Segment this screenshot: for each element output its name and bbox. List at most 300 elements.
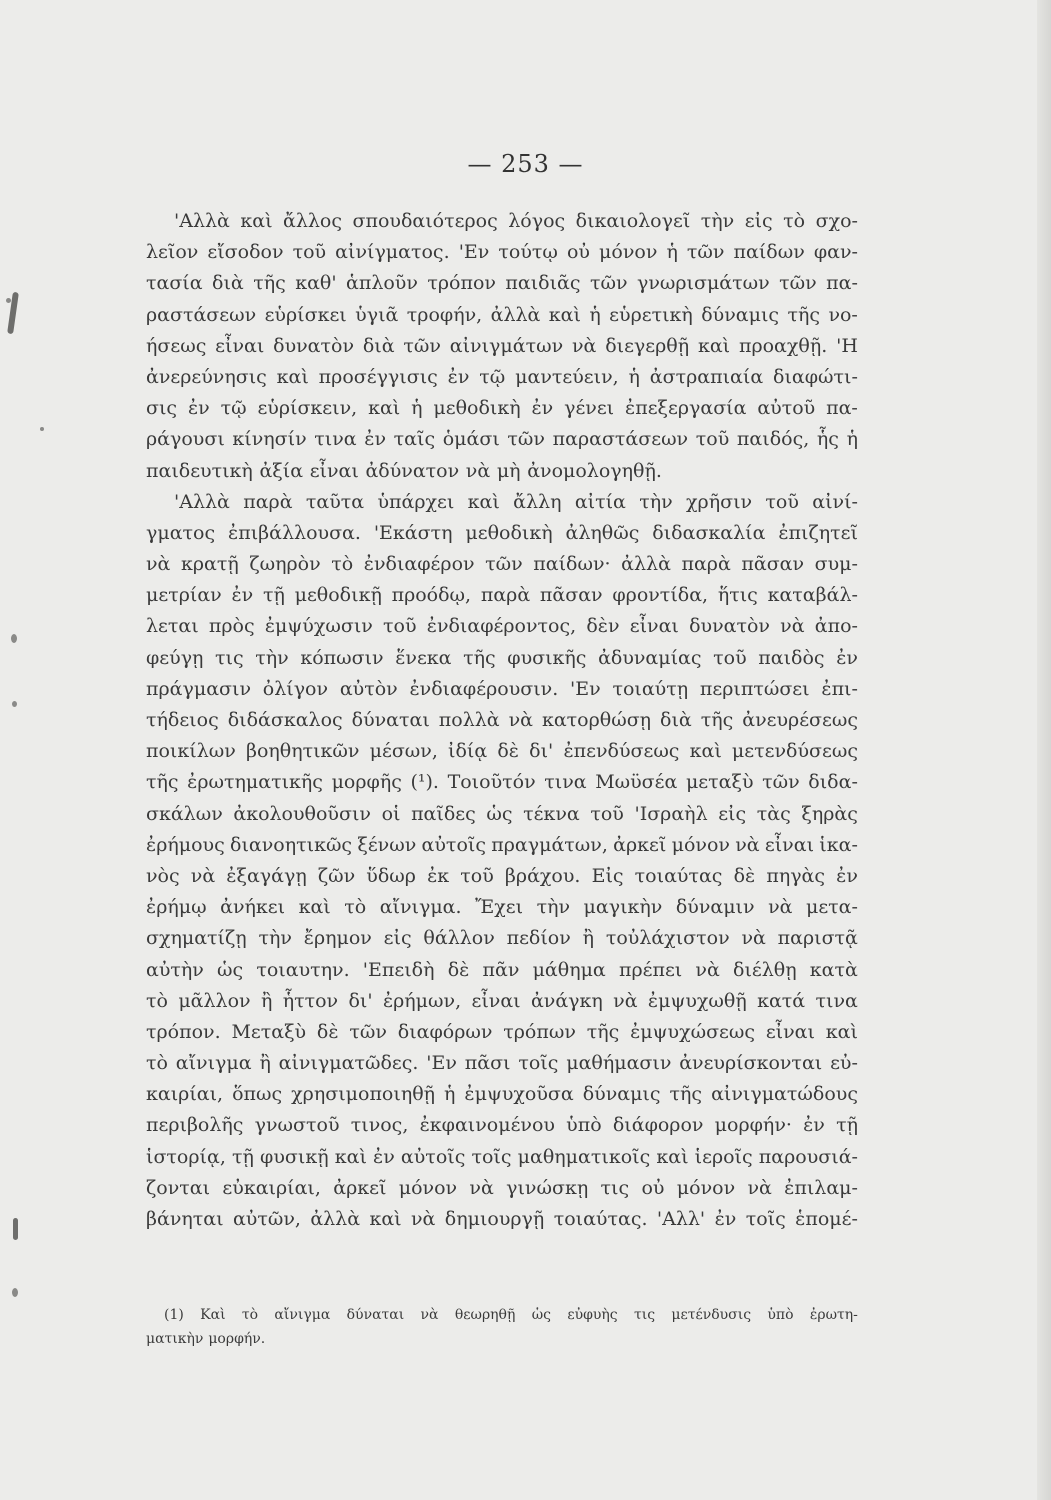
- word: 'Εκάστη: [373, 521, 453, 544]
- word: ὕδωρ: [366, 864, 416, 887]
- word: αὐτοῖς: [400, 1145, 466, 1168]
- word: παιδευτικὴ: [146, 459, 253, 482]
- word: παρὰ: [480, 584, 531, 607]
- word: νὰ: [695, 958, 720, 981]
- word: ἐρωτη-: [809, 1307, 858, 1323]
- word: καταβάλ-: [767, 584, 858, 607]
- word: ζονται: [146, 1176, 211, 1199]
- word: τοῦ: [590, 802, 624, 825]
- word: ἐμψυχωθῇ: [647, 989, 747, 1012]
- word: μετα-: [805, 896, 858, 919]
- word: τὸ: [146, 1052, 168, 1075]
- word: εἶναι: [215, 334, 265, 357]
- text-line: [146, 1048, 858, 1079]
- word: ὡς: [217, 958, 244, 981]
- word: ἀληθῶς: [565, 521, 640, 544]
- margin-spot: [6, 298, 11, 303]
- word: τοῦ: [695, 428, 730, 451]
- word: διαφόρων: [397, 1020, 493, 1043]
- word: τρόπων: [503, 1020, 576, 1043]
- word: ἀλλὰ: [490, 303, 541, 326]
- word: αἰνίγματος.: [335, 241, 450, 264]
- text-line: [146, 705, 858, 736]
- word: ἢ: [582, 927, 594, 950]
- word: αὐτῶν,: [232, 1208, 301, 1230]
- word: ἢ: [260, 989, 273, 1012]
- word: τῆς: [253, 272, 286, 295]
- word: ξένων: [357, 833, 417, 856]
- word: εἶναι: [765, 1020, 815, 1043]
- text-line: [146, 1173, 858, 1204]
- word: παριστᾷ: [777, 927, 858, 950]
- word: ἑπομέ-: [795, 1208, 858, 1230]
- word: δυνατὸν: [273, 334, 354, 357]
- word: γματος: [146, 521, 216, 544]
- text-line: [146, 549, 858, 580]
- word: μόνον: [398, 1176, 458, 1199]
- word: τρόπον: [427, 272, 496, 295]
- word: τὸ: [241, 1307, 259, 1323]
- word: δὲ: [447, 958, 470, 981]
- word: μαθήμασιν: [566, 1052, 672, 1075]
- word: κόπωσιν: [300, 646, 384, 669]
- word: σπουδαιότερος: [352, 210, 498, 232]
- word: τῶν: [762, 771, 800, 794]
- word: ματικὴν: [146, 1331, 204, 1347]
- word: ξηρὰς: [801, 802, 858, 825]
- word: τοιαύτῃ: [612, 677, 689, 700]
- word: ἐν: [531, 397, 554, 420]
- text-line: [146, 736, 858, 767]
- text-line: [146, 424, 858, 455]
- word: τὴν: [536, 896, 571, 919]
- word: σκάλων: [146, 802, 223, 825]
- word: δὲ: [733, 864, 756, 887]
- word: κατὰ: [809, 958, 858, 981]
- word: πρέπει: [618, 958, 683, 981]
- word: κρατῇ: [180, 553, 239, 576]
- word: τοῦ: [765, 490, 799, 513]
- word: ὑπὸ: [566, 1114, 602, 1137]
- word: δι': [529, 740, 554, 763]
- word: συμ-: [814, 553, 858, 576]
- word: πράγμασιν: [146, 677, 251, 700]
- word: τῆς: [700, 709, 734, 731]
- word: θάλλον: [423, 927, 495, 950]
- word: οὐ: [641, 1176, 665, 1199]
- word: Εἰς: [591, 864, 624, 887]
- word: φροντίδα,: [612, 584, 709, 607]
- word: καὶ: [334, 1145, 367, 1168]
- text-line: [146, 300, 858, 331]
- word: ἐν: [836, 646, 858, 669]
- word: εὐφυὴς: [567, 1307, 618, 1323]
- word: εἶναι: [471, 989, 521, 1012]
- word: μαντεύειν,: [515, 365, 619, 388]
- word: νὰ: [735, 833, 760, 856]
- word: καὶ: [656, 1145, 689, 1168]
- margin-spot: [40, 427, 44, 431]
- word: Τοιοῦτόν: [447, 771, 536, 794]
- word: ἐρωτηματικῆς: [187, 771, 323, 794]
- text-line: [146, 643, 858, 674]
- word: εἰς: [383, 927, 412, 950]
- word: ταῖς: [393, 428, 436, 451]
- word: ἧς: [816, 428, 839, 451]
- word: διδασκαλία: [652, 521, 766, 544]
- word: ἐν: [714, 1208, 737, 1230]
- word: τις: [633, 1307, 656, 1323]
- word: δὲ: [316, 1020, 339, 1043]
- word: μορφήν.: [208, 1331, 266, 1347]
- word: ἐμψυχώσεως: [630, 1020, 756, 1043]
- word: μέσων,: [369, 740, 438, 763]
- word: μόνον: [676, 1176, 736, 1199]
- word: ἀνευρέσεως: [742, 709, 858, 731]
- word: μαγικὴν: [583, 896, 663, 919]
- text-line: [146, 986, 858, 1017]
- word: Μωϋσέα: [595, 771, 678, 794]
- word: ἀπο-: [814, 615, 858, 638]
- word: ἐπενδύσεως: [563, 740, 680, 763]
- word: αἴνιγμα: [274, 1307, 331, 1323]
- word: δύναμις: [701, 303, 780, 326]
- word: πᾶσαν: [539, 584, 603, 607]
- margin-spot: [11, 634, 17, 643]
- text-line: [146, 955, 858, 986]
- word: 'Εν: [426, 1052, 457, 1075]
- word: ἡ: [846, 428, 858, 451]
- word: παιδὸς: [758, 646, 825, 669]
- word: νὰ: [411, 1208, 436, 1230]
- word: ἡ: [444, 1083, 456, 1106]
- word: δι': [348, 989, 373, 1012]
- word: περιπτώσει: [699, 677, 810, 700]
- word: τῶν: [507, 428, 545, 451]
- text-line: [146, 1142, 858, 1173]
- word: ὑπὸ: [767, 1307, 794, 1323]
- word: τοιαύτας: [634, 864, 723, 887]
- word: παρὰ: [243, 490, 293, 513]
- word: γνωρισμάτων: [636, 272, 770, 295]
- word: τὴν: [258, 927, 292, 950]
- word: αὐτοῦ: [757, 397, 816, 420]
- word: προσέγγισις: [318, 365, 438, 388]
- word: ἡ: [411, 397, 423, 420]
- word: εἰς: [744, 210, 773, 232]
- word: σχηματίζῃ: [146, 927, 247, 950]
- word: τῶν: [589, 272, 628, 295]
- word: κατά: [757, 989, 806, 1012]
- word: ἡ: [628, 365, 640, 388]
- word: τῆς: [787, 303, 821, 326]
- text-line: [146, 268, 858, 299]
- text-line: [146, 487, 858, 518]
- word: βάνηται: [146, 1208, 224, 1230]
- word: τὸ: [344, 896, 367, 919]
- word: νὸς: [146, 864, 180, 887]
- text-line: [146, 1110, 858, 1141]
- word: βράχου.: [504, 864, 581, 887]
- word: ταῦτα: [305, 490, 365, 513]
- word: μόνον: [599, 241, 658, 264]
- word: εὐκαιρίαι,: [222, 1176, 321, 1199]
- word: παιδός,: [736, 428, 810, 451]
- word: μὴ: [496, 459, 521, 482]
- word: τοῖς: [518, 1052, 559, 1075]
- word: ἔρημον: [303, 927, 372, 950]
- word: τῆς: [669, 1083, 703, 1106]
- word: παρὰ: [681, 553, 731, 576]
- word: ἐρήμῳ: [146, 896, 207, 919]
- word: ὑπάρχει: [377, 490, 455, 513]
- margin-spot: [12, 1288, 18, 1297]
- text-line: [146, 580, 858, 611]
- word: διάφορον: [612, 1114, 704, 1137]
- text-line: [146, 206, 858, 237]
- word: θεωρηθῇ: [454, 1307, 516, 1323]
- word: παραστάσεων: [552, 428, 689, 451]
- word: Μεταξὺ: [231, 1020, 307, 1043]
- word: ἐρήμων,: [382, 989, 462, 1012]
- word: νὰ: [146, 553, 171, 576]
- word: σχο-: [815, 210, 858, 232]
- word: μόνον: [671, 833, 730, 856]
- word: καὶ: [276, 365, 309, 388]
- word: τινα: [544, 771, 587, 794]
- text-line: [146, 892, 858, 923]
- word: χρησιμοποιηθῇ: [291, 1083, 436, 1106]
- word: Ἔχει: [475, 896, 524, 919]
- word: τὰς: [756, 802, 791, 825]
- footnote-line: [146, 1327, 858, 1351]
- word: λόγος: [508, 210, 566, 232]
- word: διεγερθῇ: [605, 334, 690, 357]
- word: εἰς: [718, 802, 747, 825]
- word: πᾶσι: [464, 1052, 511, 1075]
- word: εἶναι: [309, 459, 359, 482]
- word: νὰ: [768, 896, 793, 919]
- word: τῶν: [349, 1020, 387, 1043]
- text-line: [146, 611, 858, 642]
- word: γένει: [564, 397, 615, 420]
- word: εὑρίσκειν,: [257, 397, 358, 420]
- word: ἀλλὰ: [310, 1208, 361, 1230]
- word: τὸ: [783, 210, 806, 232]
- word: παῖδες: [411, 802, 476, 825]
- word: καὶ: [240, 210, 273, 232]
- word: βοηθητικῶν: [245, 740, 360, 763]
- word: διανοητικῶς: [230, 833, 353, 856]
- word: καὶ: [467, 490, 500, 513]
- word: μετενδύσεως: [731, 740, 858, 763]
- word: τῷ: [220, 397, 247, 420]
- word: ἐν: [803, 1114, 825, 1137]
- word: ὡς: [486, 802, 513, 825]
- word: διὰ: [212, 272, 244, 295]
- word: μᾶλλον: [178, 989, 251, 1012]
- word: κατορθώσῃ: [541, 709, 652, 731]
- text-line: [146, 393, 858, 424]
- footnotes: [146, 1303, 858, 1351]
- word: ἐπεξεργασία: [625, 397, 747, 420]
- word: τοῦ: [383, 615, 417, 638]
- word: ἀλλὰ: [621, 553, 671, 576]
- word: 'Εν: [458, 241, 490, 264]
- word: διὰ: [660, 709, 692, 731]
- word: 'Η: [836, 334, 858, 357]
- word: ἥτις: [717, 584, 758, 607]
- footnote-line: [146, 1303, 858, 1327]
- word: νὰ: [508, 709, 533, 731]
- word: (1): [164, 1307, 184, 1323]
- word: ὑγιᾶ: [355, 303, 399, 326]
- word: φεύγῃ: [146, 646, 204, 669]
- word: αἴνιγμα: [175, 1052, 252, 1075]
- word: νὰ: [469, 1176, 494, 1199]
- word: τις: [600, 1176, 630, 1199]
- word: νο-: [828, 303, 858, 326]
- word: καιρίαι,: [146, 1083, 224, 1106]
- text-line: [146, 1079, 858, 1110]
- word: παιδιᾶς: [505, 272, 581, 295]
- word: ἐκ: [427, 864, 450, 887]
- word: ἱεροῖς: [694, 1145, 753, 1168]
- word: φαν-: [813, 241, 858, 264]
- word: τούτῳ: [498, 241, 558, 264]
- word: ἐμψύχωσιν: [264, 615, 373, 638]
- word: διδάσκαλος: [227, 709, 343, 731]
- word: μορφῆς: [331, 771, 402, 794]
- word: μορφήν·: [714, 1114, 792, 1137]
- word: τὴν: [639, 490, 673, 513]
- word: τῶν: [686, 241, 725, 264]
- word: πα-: [826, 397, 858, 420]
- word: οἱ: [381, 802, 401, 825]
- word: αἰτία: [574, 490, 626, 513]
- text-line: [146, 674, 858, 705]
- body-text: [146, 206, 858, 1235]
- word: (¹).: [410, 771, 439, 794]
- word: ἐν: [231, 584, 254, 607]
- word: ἄλλος: [283, 210, 343, 232]
- word: πᾶσαν: [741, 553, 805, 576]
- text-line: [146, 456, 858, 487]
- word: ἀδύνατον: [365, 459, 460, 482]
- word: διδα-: [808, 771, 858, 794]
- word: τὴν: [255, 646, 289, 669]
- word: αἰνί-: [812, 490, 858, 513]
- word: εὑρετικὴ: [609, 303, 693, 326]
- word: καὶ: [825, 1020, 858, 1043]
- word: ἀξία: [259, 459, 304, 482]
- word: παίδων: [733, 241, 805, 264]
- word: καὶ: [697, 334, 731, 357]
- word: τοῦ: [460, 864, 494, 887]
- margin-ink-mark: [13, 1218, 18, 1240]
- word: εἶναι: [629, 615, 679, 638]
- word: ἁπλοῦν: [346, 272, 418, 295]
- text-line: [146, 1204, 858, 1235]
- word: τῇ: [836, 1114, 858, 1137]
- word: τοῦ: [292, 241, 327, 264]
- word: ἧττον: [282, 989, 339, 1012]
- text-line: [146, 830, 858, 861]
- word: εὐ-: [830, 1052, 858, 1075]
- word: νὰ: [190, 864, 216, 887]
- word: οὐ: [566, 241, 590, 264]
- word: ἀρκεῖ: [613, 833, 667, 856]
- word: ὅπως: [232, 1083, 283, 1106]
- word: ἀνομολογηθῇ.: [527, 459, 662, 482]
- word: 'Επειδὴ: [362, 958, 435, 981]
- word: πραγμάτων,: [491, 833, 608, 856]
- text-line: [146, 362, 858, 393]
- word: τινα: [815, 989, 858, 1012]
- word: διὰ: [362, 334, 395, 357]
- word: αὐτὸν: [339, 677, 398, 700]
- word: ήσεως: [146, 334, 207, 357]
- word: ἀνάγκη: [530, 989, 603, 1012]
- word: παίδων·: [533, 553, 611, 576]
- word: πηγὰς: [766, 864, 826, 887]
- word: τοῦ: [713, 646, 747, 669]
- word: νὰ: [613, 989, 638, 1012]
- word: ἐπιλαμ-: [784, 1176, 858, 1199]
- word: εὑρίσκει: [264, 303, 347, 326]
- word: τοιαυτην.: [256, 958, 350, 981]
- word: τοὐλάχιστον: [605, 927, 730, 950]
- word: νὰ: [571, 334, 597, 357]
- word: ἐκφαινομένου: [419, 1114, 555, 1137]
- word: τῆς: [146, 771, 179, 794]
- word: ἱστορίᾳ,: [146, 1145, 226, 1168]
- word: ἰδίᾳ: [448, 740, 488, 763]
- word: καὶ: [368, 397, 401, 420]
- word: μεταξὺ: [685, 771, 754, 794]
- word: προόδῳ,: [391, 584, 472, 607]
- text-line: [146, 799, 858, 830]
- word: ἐν: [187, 397, 210, 420]
- word: 'Ισραὴλ: [634, 802, 708, 825]
- word: πεδίον: [506, 927, 571, 950]
- word: τῶν: [485, 553, 523, 576]
- word: Καὶ: [200, 1307, 226, 1323]
- word: περιβολῆς: [146, 1114, 244, 1137]
- text-line: [146, 237, 858, 268]
- word: αὐτὴν: [146, 958, 204, 981]
- word: ἀνήκει: [220, 896, 286, 919]
- word: τοῖς: [745, 1208, 786, 1230]
- word: ἡ: [666, 241, 678, 264]
- word: δύναμιν: [675, 896, 755, 919]
- word: καθ': [295, 272, 337, 295]
- text-line: [146, 861, 858, 892]
- text-line: [146, 331, 858, 362]
- word: πα-: [826, 272, 858, 295]
- word: γινώσκῃ: [506, 1176, 589, 1199]
- word: νὰ: [780, 615, 805, 638]
- word: παρουσιά-: [758, 1145, 858, 1168]
- word: δημιουργῇ: [444, 1208, 545, 1230]
- word: τις: [215, 646, 244, 669]
- word: σις: [146, 397, 178, 420]
- word: πρὸς: [208, 615, 255, 638]
- margin-spot: [12, 701, 17, 707]
- word: αἰνιγματῶδες.: [278, 1052, 419, 1075]
- word: τὴν: [700, 210, 735, 232]
- word: καὶ: [298, 896, 331, 919]
